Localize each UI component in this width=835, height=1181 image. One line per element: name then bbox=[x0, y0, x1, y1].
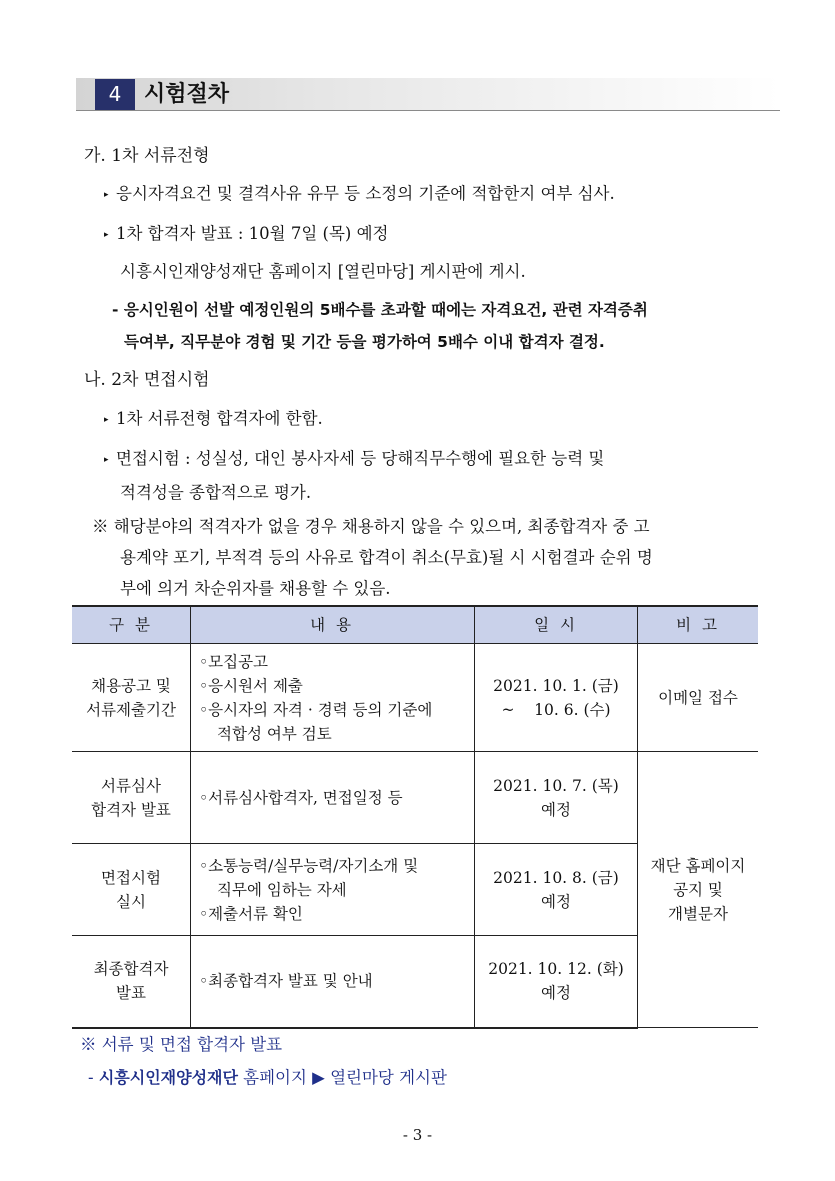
content-line: ◦응시원서 제출 bbox=[199, 676, 303, 695]
header-date: 일 시 bbox=[475, 606, 638, 644]
table-row bbox=[72, 644, 758, 752]
date-line: 예정 bbox=[541, 800, 571, 819]
stage-line: 면접시험 bbox=[101, 868, 161, 887]
stage-cell bbox=[72, 644, 191, 752]
section-number-badge: 4 bbox=[95, 79, 135, 110]
content-cell bbox=[191, 936, 475, 1028]
content-cell bbox=[191, 844, 475, 936]
content-line: ◦제출서류 확인 bbox=[199, 904, 303, 923]
part-b-heading: 나. 2차 면접시험 bbox=[84, 370, 210, 390]
date-line: 2021. 10. 7. (목) bbox=[493, 776, 619, 795]
schedule-table bbox=[72, 605, 758, 1029]
stage-line: 채용공고 및 bbox=[91, 676, 171, 695]
stage-cell bbox=[72, 752, 191, 844]
date-line: 예정 bbox=[541, 892, 571, 911]
stage-line: 실시 bbox=[116, 892, 146, 911]
note-line-2: 용계약 포기, 부적격 등의 사유로 합격이 취소(무효)될 시 시험결과 순위 명 bbox=[120, 548, 653, 567]
note-line-3: 부에 의거 차순위자를 채용할 수 있음. bbox=[120, 579, 391, 598]
content-line: 적합성 여부 검토 bbox=[217, 724, 332, 743]
date-cell bbox=[475, 936, 638, 1028]
foundation-name: 시흥시인재양성재단 bbox=[98, 1068, 238, 1087]
part-a-bullet-1-text: 응시자격요건 및 결격사유 유무 등 소정의 기준에 적합한지 여부 심사. bbox=[116, 184, 615, 203]
part-a-bullet-2 bbox=[104, 222, 388, 247]
page-number: - 3 - bbox=[402, 1126, 433, 1144]
date-line: 2021. 10. 12. (화) bbox=[488, 960, 624, 979]
note-line: 공지 및 bbox=[673, 880, 723, 899]
date-cell bbox=[475, 844, 638, 936]
table-header-row bbox=[72, 606, 758, 644]
table-row bbox=[72, 752, 758, 844]
date-line: 2021. 10. 8. (금) bbox=[493, 868, 619, 887]
bullet-arrow-icon: ▸ bbox=[104, 230, 109, 240]
part-a-bullet-2-text: 1차 합격자 발표 : 10월 7일 (목) 예정 bbox=[116, 224, 389, 243]
stage-line: 최종합격자 bbox=[93, 960, 169, 979]
part-a-heading: 가. 1차 서류전형 bbox=[84, 146, 210, 166]
note-cell: 이메일 접수 bbox=[638, 644, 759, 752]
content-line: ◦최종합격자 발표 및 안내 bbox=[199, 972, 373, 991]
stage-cell bbox=[72, 936, 191, 1028]
bottom-note-rest: 홈페이지 ▶ 열린마당 게시판 bbox=[237, 1068, 447, 1087]
section-header bbox=[76, 78, 780, 111]
note-line: 개별문자 bbox=[668, 904, 728, 923]
content-cell bbox=[191, 644, 475, 752]
part-a-dash-line-1: - 응시인원이 선발 예정인원의 5배수를 초과할 때에는 자격요건, 관련 자격증취 bbox=[112, 301, 648, 319]
bottom-note-line-2 bbox=[88, 1066, 447, 1090]
stage-line: 서류심사 bbox=[101, 776, 161, 795]
stage-line: 발표 bbox=[116, 984, 146, 1003]
date-line: ~ 10. 6. (수) bbox=[501, 700, 611, 719]
note-cell-merged bbox=[638, 752, 759, 1028]
bullet-arrow-icon: ▸ bbox=[104, 455, 109, 465]
stage-cell bbox=[72, 844, 191, 936]
part-b-bullet-2 bbox=[104, 447, 604, 472]
bottom-note-line-1: ※ 서류 및 면접 합격자 발표 bbox=[80, 1035, 283, 1054]
content-line: ◦모집공고 bbox=[199, 652, 269, 671]
part-a-dash-line-2: 득여부, 직무분야 경험 및 기간 등을 평가하여 5배수 이내 합격자 결정. bbox=[124, 333, 605, 351]
part-a-bullet-2-continuation: 시흥시인재양성재단 홈페이지 [열린마당] 게시판에 게시. bbox=[120, 262, 526, 281]
part-a-bullet-1 bbox=[104, 182, 615, 207]
content-cell bbox=[191, 752, 475, 844]
part-b-bullet-2-text: 면접시험 : 성실성, 대인 봉사자세 등 당해직무수행에 필요한 능력 및 bbox=[116, 449, 605, 468]
bullet-arrow-icon: ▸ bbox=[104, 415, 109, 425]
stage-line: 서류제출기간 bbox=[86, 700, 176, 719]
bullet-arrow-icon: ▸ bbox=[104, 190, 109, 200]
content-line: ◦응시자의 자격 · 경력 등의 기준에 bbox=[199, 700, 433, 719]
bottom-note-dash: - bbox=[88, 1068, 99, 1087]
part-b-bullet-2-continuation: 적격성을 종합적으로 평가. bbox=[120, 483, 312, 502]
date-cell bbox=[475, 752, 638, 844]
date-line: 예정 bbox=[541, 984, 571, 1003]
section-title: 시험절차 bbox=[144, 82, 230, 107]
header-stage: 구 분 bbox=[72, 606, 191, 644]
date-line: 2021. 10. 1. (금) bbox=[493, 676, 619, 695]
note-line-1: ※ 해당분야의 적격자가 없을 경우 채용하지 않을 수 있으며, 최종합격자 중 고 bbox=[92, 517, 650, 536]
header-content: 내 용 bbox=[191, 606, 475, 644]
part-b-bullet-1-text: 1차 서류전형 합격자에 한함. bbox=[116, 409, 323, 428]
date-cell bbox=[475, 644, 638, 752]
content-line: ◦서류심사합격자, 면접일정 등 bbox=[199, 788, 403, 807]
part-b-bullet-1 bbox=[104, 407, 323, 432]
note-line: 재단 홈페이지 bbox=[650, 856, 746, 875]
content-line: 직무에 임하는 자세 bbox=[217, 880, 347, 899]
stage-line: 합격자 발표 bbox=[91, 800, 171, 819]
header-note: 비 고 bbox=[638, 606, 759, 644]
content-line: ◦소통능력/실무능력/자기소개 및 bbox=[199, 856, 419, 875]
